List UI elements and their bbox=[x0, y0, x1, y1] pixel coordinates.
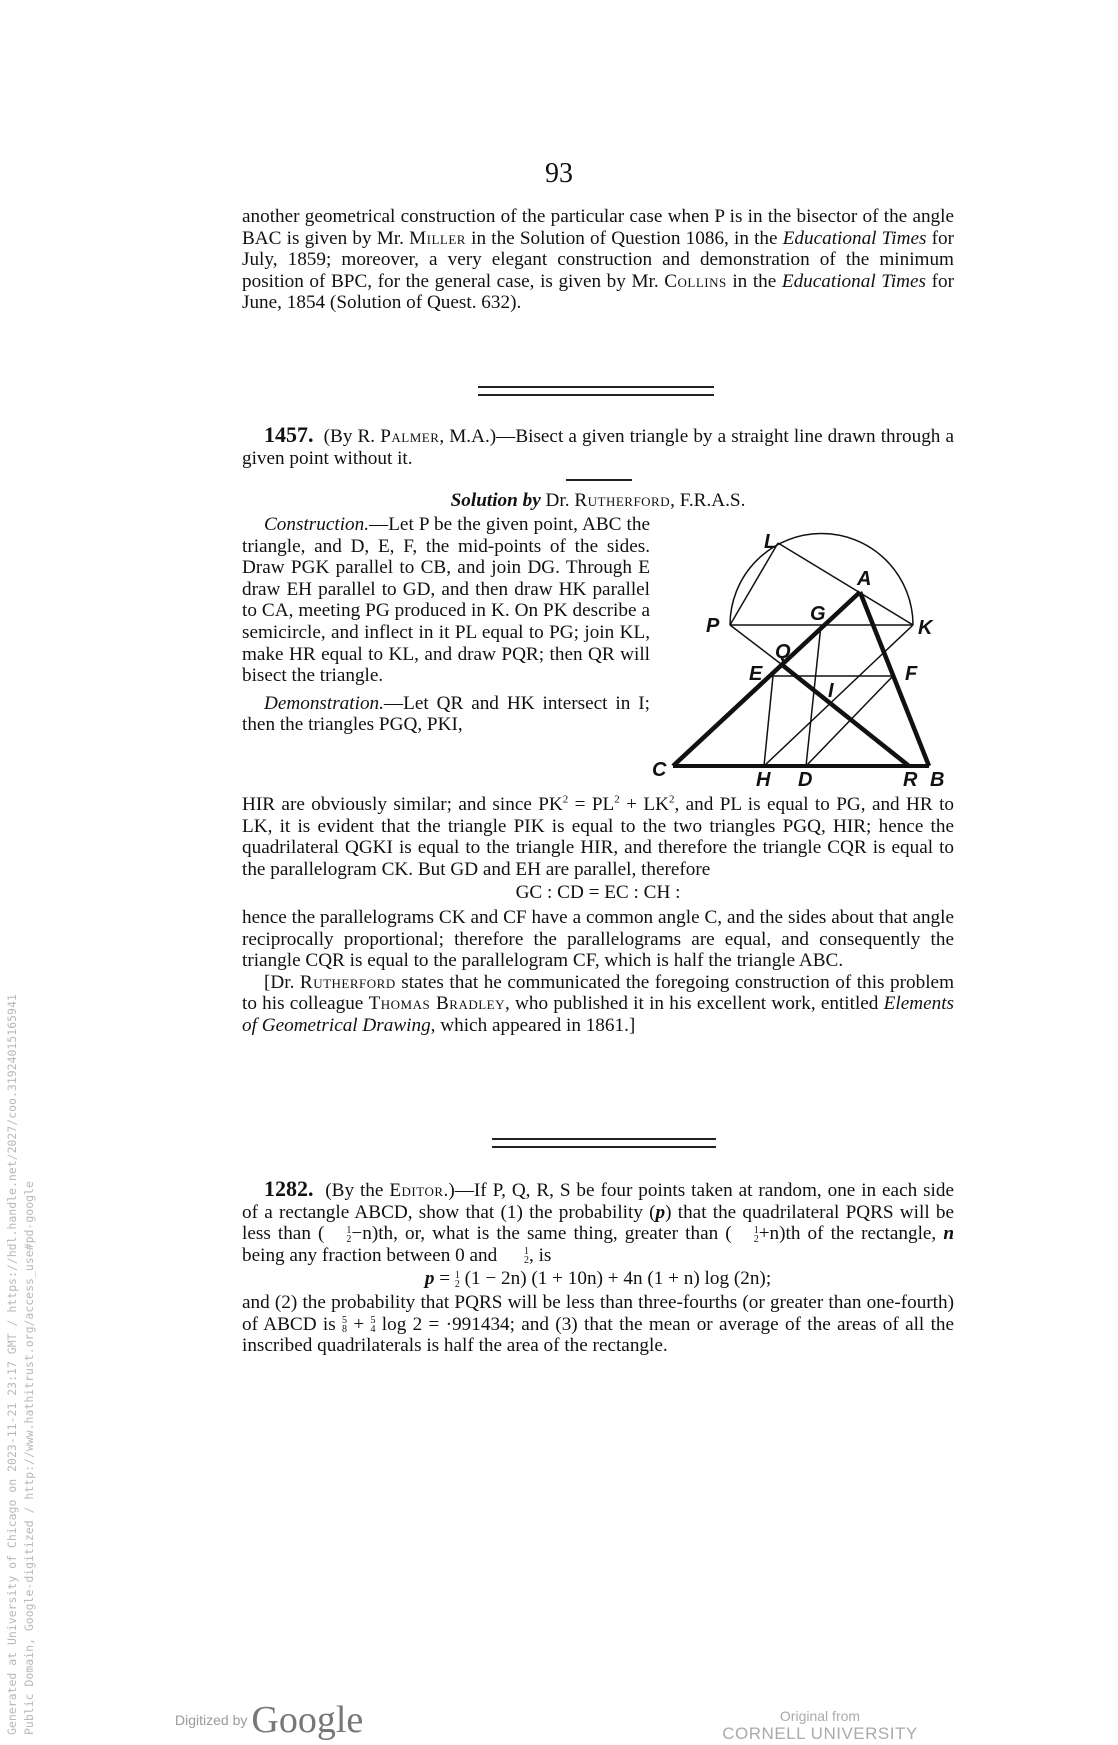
line-pq bbox=[730, 625, 781, 664]
solver-prefix: Dr. bbox=[545, 490, 575, 511]
demonstration-text: HIR are obviously similar; and since PK bbox=[242, 794, 563, 815]
author-name: Rutherford bbox=[299, 971, 396, 993]
demonstration-text: —Let QR and HK intersect in I; then the triangles PGQ, PKI, bbox=[242, 692, 650, 736]
watermark-line: Generated at University of Chicago on 2023-11-21 23:17 GMT / https://hdl.handle.net/2027/coo.31924015165941 bbox=[5, 994, 19, 1735]
question-text: , M.A.)—Bisect a given triangle by a straight line drawn through a given point without it. bbox=[242, 426, 954, 469]
fraction-half: 1 2 bbox=[346, 1224, 352, 1245]
solver-suffix: , F.R.A.S. bbox=[670, 490, 746, 511]
note-text: states that he communicated the foregoing construction of this problem to his colleague bbox=[242, 971, 955, 1015]
variable-p: p bbox=[424, 1268, 435, 1290]
demonstration-text: + LK bbox=[619, 794, 669, 815]
variable-n: n bbox=[943, 1223, 954, 1245]
intro-text: another geometrical construction of the particular case when P is in the bisector of the angle BAC is given by Mr. bbox=[242, 206, 954, 249]
question-text: +n)th of the rectangle, bbox=[758, 1223, 944, 1245]
question-text: log 2 = ·991434; and (3) that the mean or average of the areas of all the inscribed quadrilaterals is half the area of the rectangle. bbox=[242, 1313, 955, 1357]
formula-text: (1 − 2n) (1 + 10n) + 4n (1 + n) log (2n); bbox=[459, 1268, 772, 1290]
fraction-five-fourths: 5 4 bbox=[370, 1315, 376, 1336]
original-from-label: Original from bbox=[779, 1708, 861, 1724]
question-1282: 1282. (By the Editor.)—If P, Q, R, S be four points taken at random, one in each side of a rectangle ABCD, show that (1) the probability (p) that the quadrilateral PQRS will be less than ( 1 2 −n)th, or, what is the same thing, greater than ( 1 2 +n)th of the rectangle, n being any fraction between 0 and 1 2 , is p = 1 2 (1 − 2n) (1 + 10n) + 4n (1 + n) log (2n); and (2) the probability that PQRS will be less than three-fourths (or greater than one-fourth) of ABCD is 5 8 + 5 4 log 2 = ·991434; and (3) that the mean or average of the areas of all the inscribed quadrilaterals is half the area of the rectangle. bbox=[242, 1176, 955, 1357]
label-f: F bbox=[905, 663, 918, 685]
label-h: H bbox=[756, 769, 771, 790]
intro-text: for June, 1854 (Solution of Quest. 632). bbox=[242, 270, 954, 314]
book-title: Elements of Geometrical Drawing bbox=[242, 993, 954, 1036]
label-r: R bbox=[903, 769, 918, 790]
exponent: 2 bbox=[562, 793, 569, 806]
demonstration-continued bbox=[242, 794, 954, 1037]
journal-title: Educational Times bbox=[782, 227, 927, 249]
construction-label: Construction. bbox=[264, 514, 370, 535]
question-text: , is bbox=[529, 1244, 552, 1266]
author-name: Thomas Bradley bbox=[368, 993, 505, 1015]
demonstration-text: hence the parallelograms CK and CF have a common angle C, and the sides about that angle reciprocally proportional; therefore the parallelograms are equal, and consequently the triangle CQR is equal to the parallelogram CF, which is half the triangle ABC. bbox=[242, 906, 954, 972]
digitized-label: Digitized by bbox=[175, 1712, 248, 1728]
exponent: 2 bbox=[668, 793, 675, 806]
exponent: 2 bbox=[614, 793, 620, 806]
label-q: Q bbox=[775, 641, 791, 663]
question-text: .)—If P, Q, R, S be four points taken at random, one in each side of a rectangle ABCD, show that (1) the probability ( bbox=[242, 1180, 954, 1223]
formula-text: = bbox=[434, 1268, 455, 1290]
probability-formula bbox=[242, 1268, 954, 1290]
journal-title: Educational Times bbox=[781, 270, 927, 292]
author-name: Collins bbox=[664, 270, 727, 292]
question-text: −n)th, or, what is the same thing, greater than ( bbox=[351, 1223, 732, 1245]
line-eh bbox=[764, 676, 773, 766]
solver-name: Rutherford bbox=[574, 490, 671, 511]
intro-text: in the Solution of Question 1086, in the bbox=[465, 227, 783, 249]
label-c: C bbox=[652, 759, 667, 781]
demonstration-label: Demonstration. bbox=[264, 692, 384, 714]
question-1457 bbox=[242, 424, 954, 469]
line-pl bbox=[730, 543, 778, 625]
intro-paragraph bbox=[242, 206, 954, 314]
construction-paragraph bbox=[242, 514, 650, 736]
intro-text: in the bbox=[726, 270, 782, 292]
intro-text: for July, 1859; moreover, a very elegant construction and demonstration of the minimum position of BPC, for the general case, is given by Mr. bbox=[242, 227, 954, 292]
watermark-line: Public Domain, Google-digitized / http://www.hathitrust.org/access_use#pd-google bbox=[22, 1181, 36, 1735]
short-divider bbox=[566, 479, 632, 481]
proportion-equation: GC : CD = EC : CH : bbox=[515, 882, 681, 904]
author-name: Miller bbox=[409, 227, 466, 249]
fraction-five-eighths: 5 8 bbox=[342, 1315, 347, 1336]
author-name: Palmer bbox=[380, 426, 440, 447]
label-a: A bbox=[857, 568, 872, 590]
label-b: B bbox=[930, 769, 945, 790]
access-watermark bbox=[4, 994, 38, 1735]
note-text: , who published it in his excellent work, entitled bbox=[505, 993, 884, 1015]
original-source bbox=[680, 1708, 960, 1744]
page-number: 93 bbox=[545, 158, 573, 189]
fraction-half: 1 2 bbox=[524, 1246, 529, 1267]
fraction-half: 1 2 bbox=[753, 1224, 759, 1245]
label-g: G bbox=[810, 603, 826, 625]
solution-byline bbox=[242, 490, 954, 512]
solution-label: Solution by bbox=[450, 490, 541, 511]
institution-name: CORNELL UNIVERSITY bbox=[722, 1724, 918, 1743]
fraction-half: 1 2 bbox=[454, 1269, 460, 1290]
google-logo: Google bbox=[251, 1699, 364, 1741]
label-p: P bbox=[706, 615, 720, 637]
question-text: being any fraction between 0 and bbox=[242, 1244, 502, 1266]
section-divider bbox=[478, 386, 714, 396]
label-e: E bbox=[749, 663, 763, 685]
note-text: [Dr. bbox=[264, 971, 300, 993]
question-text: (By R. bbox=[323, 426, 381, 447]
variable-p: p bbox=[655, 1201, 666, 1223]
author-name: Editor bbox=[389, 1180, 444, 1201]
construction-text: —Let P be the given point, ABC the triangle, and D, E, F, the mid-points of the sides. Draw PGK parallel to CB, and join DG. Through E draw EH parallel to GD, and then draw HK parallel to CA, meeting PG produced in K. On PK describe a semicircle, and inflect in it PL equal to PG; join KL, make HR equal to KL, and draw PQR; then QR will bisect the triangle. bbox=[242, 514, 650, 687]
geometry-diagram bbox=[640, 520, 960, 790]
section-divider bbox=[492, 1138, 716, 1148]
question-number: 1282. bbox=[264, 1176, 314, 1201]
demonstration-text: , and PL is equal to PG, and HR to LK, it is evident that the triangle PIK is equal to the two triangles PGQ, HIR; hence the quadrilateral QGKI is equal to the triangle HIR, and therefore the triangle CQR is equal to the parallelogram CK. But GD and EH are parallel, therefore bbox=[242, 794, 955, 880]
demonstration-text: = PL bbox=[568, 794, 615, 815]
label-d: D bbox=[798, 769, 813, 790]
question-number: 1457. bbox=[264, 422, 314, 447]
label-l: L bbox=[764, 531, 777, 553]
note-text: , which appeared in 1861.] bbox=[430, 1014, 636, 1036]
question-text: and (2) the probability that PQRS will be less than three-fourths (or greater than one-fourth) of ABCD is bbox=[242, 1291, 954, 1335]
question-text: (By the bbox=[325, 1180, 390, 1201]
label-i: I bbox=[828, 680, 834, 702]
label-k: K bbox=[918, 617, 933, 639]
question-text: ) that the quadrilateral PQRS will be less than ( bbox=[242, 1201, 954, 1245]
digitized-by-google bbox=[175, 1698, 363, 1742]
line-lk bbox=[778, 543, 913, 625]
